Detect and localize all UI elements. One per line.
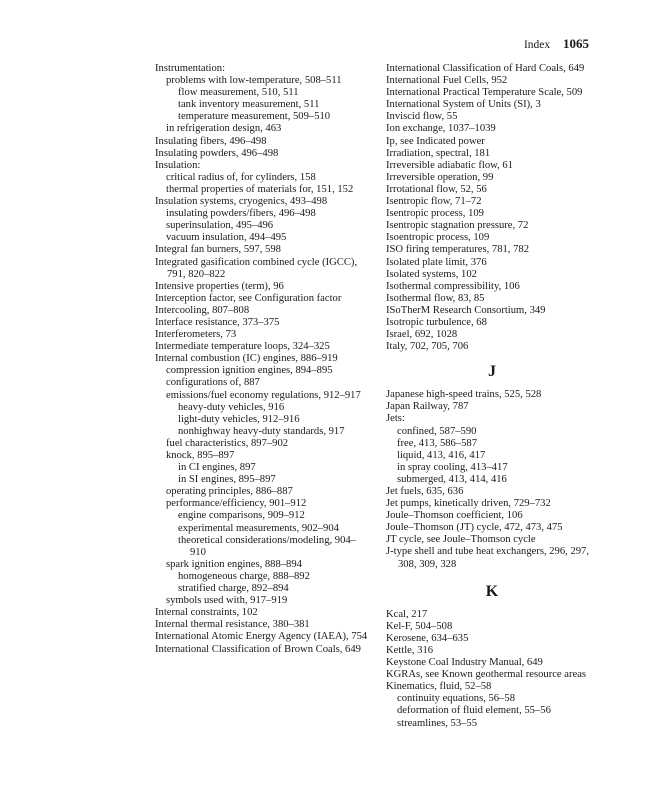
index-entry: ISO firing temperatures, 781, 782 <box>386 244 529 256</box>
entry-list-k <box>386 609 598 730</box>
index-entry: Isolated systems, 102 <box>386 268 477 280</box>
index-subentry: configurations of, 887 <box>166 377 260 389</box>
index-entry: Italy, 702, 705, 706 <box>386 341 469 353</box>
index-entry: Isentropic stagnation pressure, 72 <box>386 220 529 232</box>
index-entry: Isoentropic process, 109 <box>386 232 490 244</box>
index-entry: Isothermal compressibility, 106 <box>386 280 520 292</box>
index-subentry: experimental measurements, 902–904 <box>178 522 339 534</box>
section-letter-j: J <box>488 363 496 381</box>
index-subentry: superinsulation, 495–496 <box>166 220 274 232</box>
index-entry: International Atomic Energy Agency (IAEA), 754 <box>155 631 368 643</box>
index-entry: Joule–Thomson (JT) cycle, 472, 473, 475 <box>386 522 563 534</box>
index-subentry: emissions/fuel economy regulations, 912–917 <box>166 389 361 401</box>
index-subentry: submerged, 413, 414, 416 <box>397 473 507 485</box>
index-subentry: compression ignition engines, 894–895 <box>166 365 333 377</box>
index-entry: Ion exchange, 1037–1039 <box>386 123 496 135</box>
index-subentry: liquid, 413, 416, 417 <box>397 449 486 461</box>
index-subentry: streamlines, 53–55 <box>397 717 478 729</box>
index-entry: Intensive properties (term), 96 <box>155 280 284 292</box>
index-subentry: in CI engines, 897 <box>178 462 256 474</box>
index-entry: International Practical Temperature Scale, 509 <box>386 87 583 99</box>
index-entry: Insulation systems, cryogenics, 493–498 <box>155 196 328 208</box>
index-entry: Kerosene, 634–635 <box>386 632 469 644</box>
index-entry: Internal thermal resistance, 380–381 <box>155 619 310 631</box>
index-subentry: confined, 587–590 <box>397 425 477 437</box>
index-subentry: symbols used with, 917–919 <box>166 595 288 607</box>
index-entry: Irradiation, spectral, 181 <box>386 147 491 159</box>
index-entry: Jet fuels, 635, 636 <box>386 486 464 497</box>
index-subentry: stratified charge, 892–894 <box>178 583 289 595</box>
index-entry: Integrated gasification combined cycle (IGCC), 791, 820–822 <box>155 256 358 280</box>
entry-list-j <box>386 389 598 570</box>
index-entry: Isothermal flow, 83, 85 <box>386 292 485 304</box>
index-subentry: critical radius of, for cylinders, 158 <box>166 171 316 183</box>
index-subentry: in spray cooling, 413–417 <box>397 461 508 473</box>
index-entry: ISoTherM Research Consortium, 349 <box>386 304 546 316</box>
index-subentry: temperature measurement, 509–510 <box>178 111 331 123</box>
index-entry: Insulation: <box>155 159 201 171</box>
index-entry: Kettle, 316 <box>386 644 434 656</box>
index-subentry: knock, 895–897 <box>166 450 235 461</box>
index-entry: International Classification of Hard Coals, 649 <box>386 63 585 74</box>
index-subentry: light-duty vehicles, 912–916 <box>178 413 300 425</box>
index-entry: Internal constraints, 102 <box>155 607 258 619</box>
index-entry: Japan Railway, 787 <box>386 401 469 413</box>
index-subentry: insulating powders/fibers, 496–498 <box>166 208 316 220</box>
index-subentry: thermal properties of materials for, 151, 152 <box>166 183 354 195</box>
index-entry: Joule–Thomson coefficient, 106 <box>386 510 523 522</box>
index-entry: Isolated plate limit, 376 <box>386 256 487 268</box>
index-entry: Interferometers, 73 <box>155 329 237 341</box>
index-entry: Isotropic turbulence, 68 <box>386 316 487 328</box>
index-entry: J-type shell and tube heat exchangers, 296, 297, 308, 309, 328 <box>386 546 589 570</box>
section-label: Index <box>523 39 551 51</box>
index-column-right <box>386 63 598 730</box>
index-subentry: continuity equations, 56–58 <box>397 693 515 705</box>
entry-list-i-right <box>386 63 598 353</box>
index-subentry: operating principles, 886–887 <box>166 486 293 498</box>
index-subentry: vacuum insulation, 494–495 <box>166 232 287 244</box>
index-subentry: in SI engines, 895–897 <box>178 474 276 486</box>
index-entry: Ip, see Indicated power <box>386 135 485 147</box>
index-entry: Inviscid flow, 55 <box>386 111 458 123</box>
index-subentry: homogeneous charge, 888–892 <box>178 570 310 582</box>
index-entry: Kinematics, fluid, 52–58 <box>386 681 492 693</box>
index-subentry: heavy-duty vehicles, 916 <box>178 401 285 413</box>
index-entry: Integral fan burners, 597, 598 <box>155 244 281 256</box>
section-letter-k: K <box>485 582 499 600</box>
index-entry: Kcal, 217 <box>386 608 428 620</box>
index-entry: Irrotational flow, 52, 56 <box>386 183 487 195</box>
index-subentry: spark ignition engines, 888–894 <box>166 558 302 570</box>
index-entry: Internal combustion (IC) engines, 886–919 <box>155 353 338 365</box>
index-subentry: tank inventory measurement, 511 <box>178 99 320 111</box>
index-entry: Isentropic flow, 71–72 <box>386 196 482 208</box>
index-subentry: theoretical considerations/modeling, 904–910 <box>178 534 356 558</box>
index-entry: Insulating powders, 496–498 <box>155 147 279 159</box>
index-entry: Israel, 692, 1028 <box>386 329 458 341</box>
index-entry: Intermediate temperature loops, 324–325 <box>155 341 330 353</box>
index-subentry: free, 413, 586–587 <box>397 437 478 449</box>
index-subentry: flow measurement, 510, 511 <box>178 87 299 99</box>
index-entry: Jet pumps, kinetically driven, 729–732 <box>386 498 551 510</box>
index-entry: Instrumentation: <box>155 63 226 74</box>
index-subentry: in refrigeration design, 463 <box>166 123 282 135</box>
index-entry: Isentropic process, 109 <box>386 208 484 220</box>
index-entry: KGRAs, see Known geothermal resource areas <box>386 669 587 681</box>
index-entry: Irreversible operation, 99 <box>386 171 494 183</box>
index-entry: Kel-F, 504–508 <box>386 620 453 632</box>
index-entry: Keystone Coal Industry Manual, 649 <box>386 657 543 669</box>
index-entry: Interface resistance, 373–375 <box>155 316 280 328</box>
index-subentry: fuel characteristics, 897–902 <box>166 437 289 449</box>
index-entry: Irreversible adiabatic flow, 61 <box>386 159 513 171</box>
index-subentry: problems with low-temperature, 508–511 <box>166 75 342 87</box>
index-entry: International System of Units (SI), 3 <box>386 99 541 111</box>
index-subentry: engine comparisons, 909–912 <box>178 510 305 522</box>
index-entry: Jets: <box>386 413 405 425</box>
index-entry: JT cycle, see Joule–Thomson cycle <box>386 534 536 546</box>
index-subentry: performance/efficiency, 901–912 <box>166 498 307 510</box>
index-subentry: deformation of fluid element, 55–56 <box>397 705 551 717</box>
running-header <box>524 36 589 52</box>
index-column-left <box>155 63 370 656</box>
index-entry: Insulating fibers, 496–498 <box>155 135 267 147</box>
index-entry: International Classification of Brown Coals, 649 <box>155 643 361 655</box>
index-entry: Japanese high-speed trains, 525, 528 <box>386 389 542 401</box>
entry-list-i-left <box>155 63 370 656</box>
index-entry: International Fuel Cells, 952 <box>386 75 508 87</box>
index-entry: Interception factor, see Configuration factor <box>155 292 342 304</box>
page-number: 1065 <box>563 36 589 51</box>
index-subentry: nonhighway heavy-duty standards, 917 <box>178 425 345 437</box>
index-entry: Intercooling, 807–808 <box>155 304 250 316</box>
